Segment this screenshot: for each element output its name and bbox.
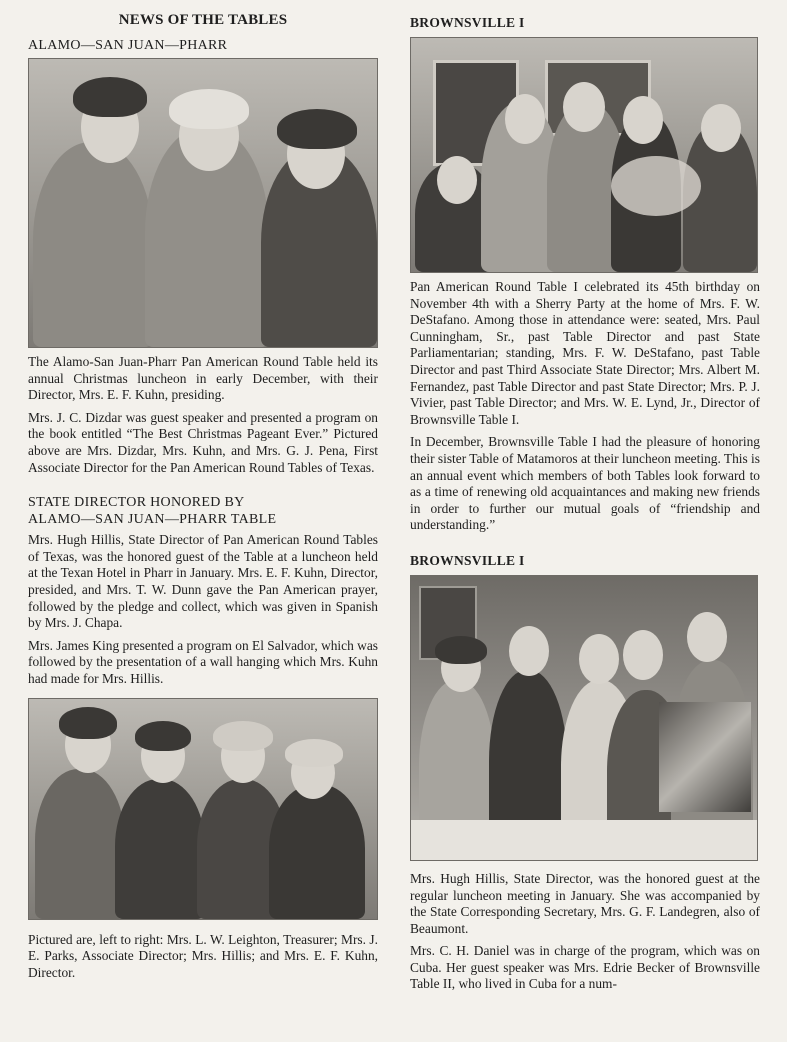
section-heading-brownsville-1: BROWNSVILLE I bbox=[410, 15, 525, 30]
state-director-para-1: Mrs. Hugh Hillis, State Director of Pan American Round Tables of Texas, was the honored guest of the Table at a luncheon held at the Texan Hotel in Pharr in January. Mrs. E. F. Kuhn, Director, presided, and Mrs. T. W. Dunn gave the Pan American prayer, followed by the pledge and collect, which was given in Spanish by Mrs. J. Chapa. bbox=[28, 532, 378, 631]
sherry-party-photo bbox=[410, 37, 758, 273]
section-heading-alamo: ALAMO—SAN JUAN—PHARR bbox=[28, 38, 228, 53]
four-women-caption: Pictured are, left to right: Mrs. L. W. Leighton, Treasurer; Mrs. J. E. Parks, Associate Director; Mrs. Hillis; and Mrs. E. F. Kuhn, Director. bbox=[28, 931, 378, 980]
alamo-para-2: Mrs. J. C. Dizdar was guest speaker and presented a program on the book entitled “The Best Christmas Pageant Ever.” Pictured above are Mrs. Dizdar, Mrs. Kuhn, and Mrs. G. J. Pena, First Associate Director for the Pan American Round Tables of Texas. bbox=[28, 409, 378, 475]
christmas-luncheon-photo bbox=[28, 58, 378, 348]
left-column bbox=[28, 12, 378, 981]
brownsville-para-1: Pan American Round Table I celebrated its 45th birthday on November 4th with a Sherry Party at the home of Mrs. F. W. DeStafano. Among those in attendance were: seated, Mrs. Paul Cunningham, Sr., past Table Director and past State Parliamentarian; standing, Mrs. F. W. DeStafano, past Table Director and past Third Associate State Director; Mrs. Albert M. Fernandez, past Table Director and past State Director; Mrs. P. J. Vivier, past Table Director; and Mrs. W. E. Lynd, Jr., Director of Brownsville Table I. bbox=[410, 279, 760, 427]
cuba-para-1: Mrs. Hugh Hillis, State Director, was the honored guest at the regular luncheon meeting in January. She was accompanied by the State Corresponding Secretary, Mrs. G. F. Landegren, also of Beaumont. bbox=[410, 870, 760, 936]
right-column bbox=[410, 12, 760, 993]
state-director-heading-1: STATE DIRECTOR HONORED BY bbox=[28, 495, 245, 511]
brownsville-para-2: In December, Brownsville Table I had the pleasure of honoring their sister Table of Matamoros at their luncheon meeting. This is an annual event which members of both Tables look forward to as a time of renewing old acquaintances and making new friends in order to further our mutual goals of “friendship and understanding.” bbox=[410, 434, 760, 533]
four-women-photo bbox=[28, 698, 378, 920]
page-title: NEWS OF THE TABLES bbox=[118, 12, 288, 28]
alamo-para-1: The Alamo-San Juan-Pharr Pan American Round Table held its annual Christmas luncheon in early December, with their Director, Mrs. E. F. Kuhn, presiding. bbox=[28, 354, 378, 403]
state-director-heading-2: ALAMO—SAN JUAN—PHARR TABLE bbox=[28, 512, 277, 528]
cuba-program-photo bbox=[410, 575, 758, 861]
section-heading-brownsville-2: BROWNSVILLE I bbox=[410, 552, 525, 568]
state-director-para-2: Mrs. James King presented a program on El Salvador, which was followed by the presentation of a wall hanging which Mrs. Kuhn had made for Mrs. Hillis. bbox=[28, 637, 378, 686]
cuba-para-2: Mrs. C. H. Daniel was in charge of the program, which was on Cuba. Her guest speaker was Mrs. Edrie Becker of Brownsville Table II, who lived in Cuba for a num- bbox=[410, 943, 760, 992]
